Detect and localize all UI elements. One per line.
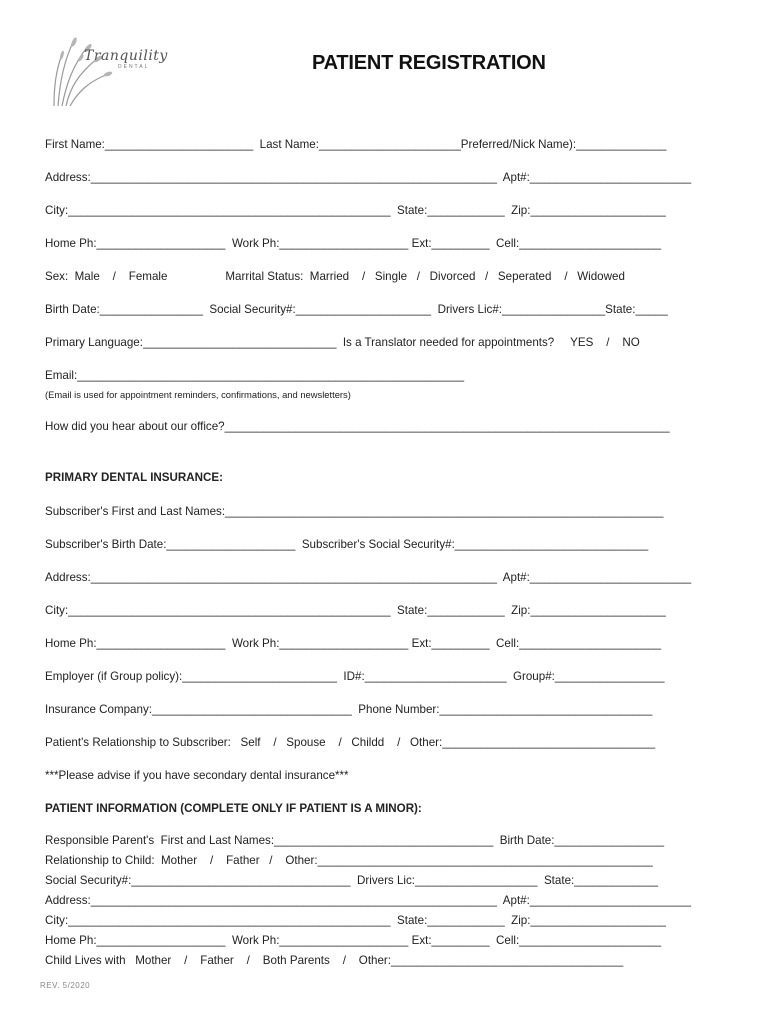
parent-city-fields[interactable]: City:__________________________________________________ State:____________ Zip:_____________________ bbox=[45, 914, 666, 927]
sex-marital-options[interactable]: Sex: Male / Female Marrital Status: Married / Single / Divorced / Seperated / Widowed bbox=[45, 270, 625, 283]
parent-address-fields[interactable]: Address:_______________________________________________________________ Apt#:_________________________ bbox=[45, 894, 692, 907]
child-relationship-options[interactable]: Relationship to Child: Mother / Father / Other:____________________________________________________ bbox=[45, 854, 653, 867]
insurance-heading: PRIMARY DENTAL INSURANCE: bbox=[45, 471, 223, 484]
insurance-company-fields[interactable]: Insurance Company:_______________________________ Phone Number:_________________________________ bbox=[45, 703, 653, 716]
address-fields[interactable]: Address:_______________________________________________________________ Apt#:_________________________ bbox=[45, 171, 692, 184]
insurance-address-fields[interactable]: Address:_______________________________________________________________ Apt#:_________________________ bbox=[45, 571, 692, 584]
minor-heading: PATIENT INFORMATION (COMPLETE ONLY IF PATIENT IS A MINOR): bbox=[45, 802, 422, 815]
relationship-options[interactable]: Patient's Relationship to Subscriber: Self / Spouse / Childd / Other:_________________________________ bbox=[45, 736, 656, 749]
tranquility-logo bbox=[48, 36, 198, 108]
logo-subtitle: DENTAL bbox=[118, 64, 150, 70]
employer-fields[interactable]: Employer (if Group policy):________________________ ID#:______________________ Group#:_________________ bbox=[45, 670, 665, 683]
referral-field[interactable]: How did you hear about our office?_____________________________________________________________________ bbox=[45, 420, 670, 433]
secondary-insurance-note: ***Please advise if you have secondary dental insurance*** bbox=[45, 769, 349, 782]
subscriber-birth-ssn-fields[interactable]: Subscriber's Birth Date:____________________ Subscriber's Social Security#:______________________________ bbox=[45, 538, 649, 551]
page-title: PATIENT REGISTRATION bbox=[312, 52, 546, 74]
city-fields[interactable]: City:__________________________________________________ State:____________ Zip:_____________________ bbox=[45, 204, 666, 217]
revision-label: REV. 5/2020 bbox=[40, 981, 91, 990]
insurance-phone-fields[interactable]: Home Ph:____________________ Work Ph:____________________ Ext:_________ Cell:______________________ bbox=[45, 637, 662, 650]
parent-name-fields[interactable]: Responsible Parent's First and Last Names:__________________________________ Birth Date:_________________ bbox=[45, 834, 665, 847]
insurance-city-fields[interactable]: City:__________________________________________________ State:____________ Zip:_____________________ bbox=[45, 604, 666, 617]
language-fields[interactable]: Primary Language:______________________________ Is a Translator needed for appointments? YES / NO bbox=[45, 336, 640, 349]
phone-fields[interactable]: Home Ph:____________________ Work Ph:____________________ Ext:_________ Cell:______________________ bbox=[45, 237, 662, 250]
birth-ssn-fields[interactable]: Birth Date:________________ Social Security#:_____________________ Drivers Lic#:________________State:_____ bbox=[45, 303, 668, 316]
subscriber-name-field[interactable]: Subscriber's First and Last Names:____________________________________________________________________ bbox=[45, 505, 664, 518]
logo-wordmark: Tranquility bbox=[84, 48, 168, 64]
parent-ssn-fields[interactable]: Social Security#:__________________________________ Drivers Lic:___________________ State:_____________ bbox=[45, 874, 659, 887]
email-field[interactable]: Email:____________________________________________________________ bbox=[45, 369, 465, 382]
parent-phone-fields[interactable]: Home Ph:____________________ Work Ph:____________________ Ext:_________ Cell:______________________ bbox=[45, 934, 662, 947]
name-fields[interactable]: First Name:_______________________ Last Name:______________________Preferred/Nick Name):______________ bbox=[45, 138, 667, 151]
child-lives-options[interactable]: Child Lives with Mother / Father / Both Parents / Other:____________________________________ bbox=[45, 954, 624, 967]
email-note: (Email is used for appointment reminders, confirmations, and newsletters) bbox=[45, 389, 351, 400]
